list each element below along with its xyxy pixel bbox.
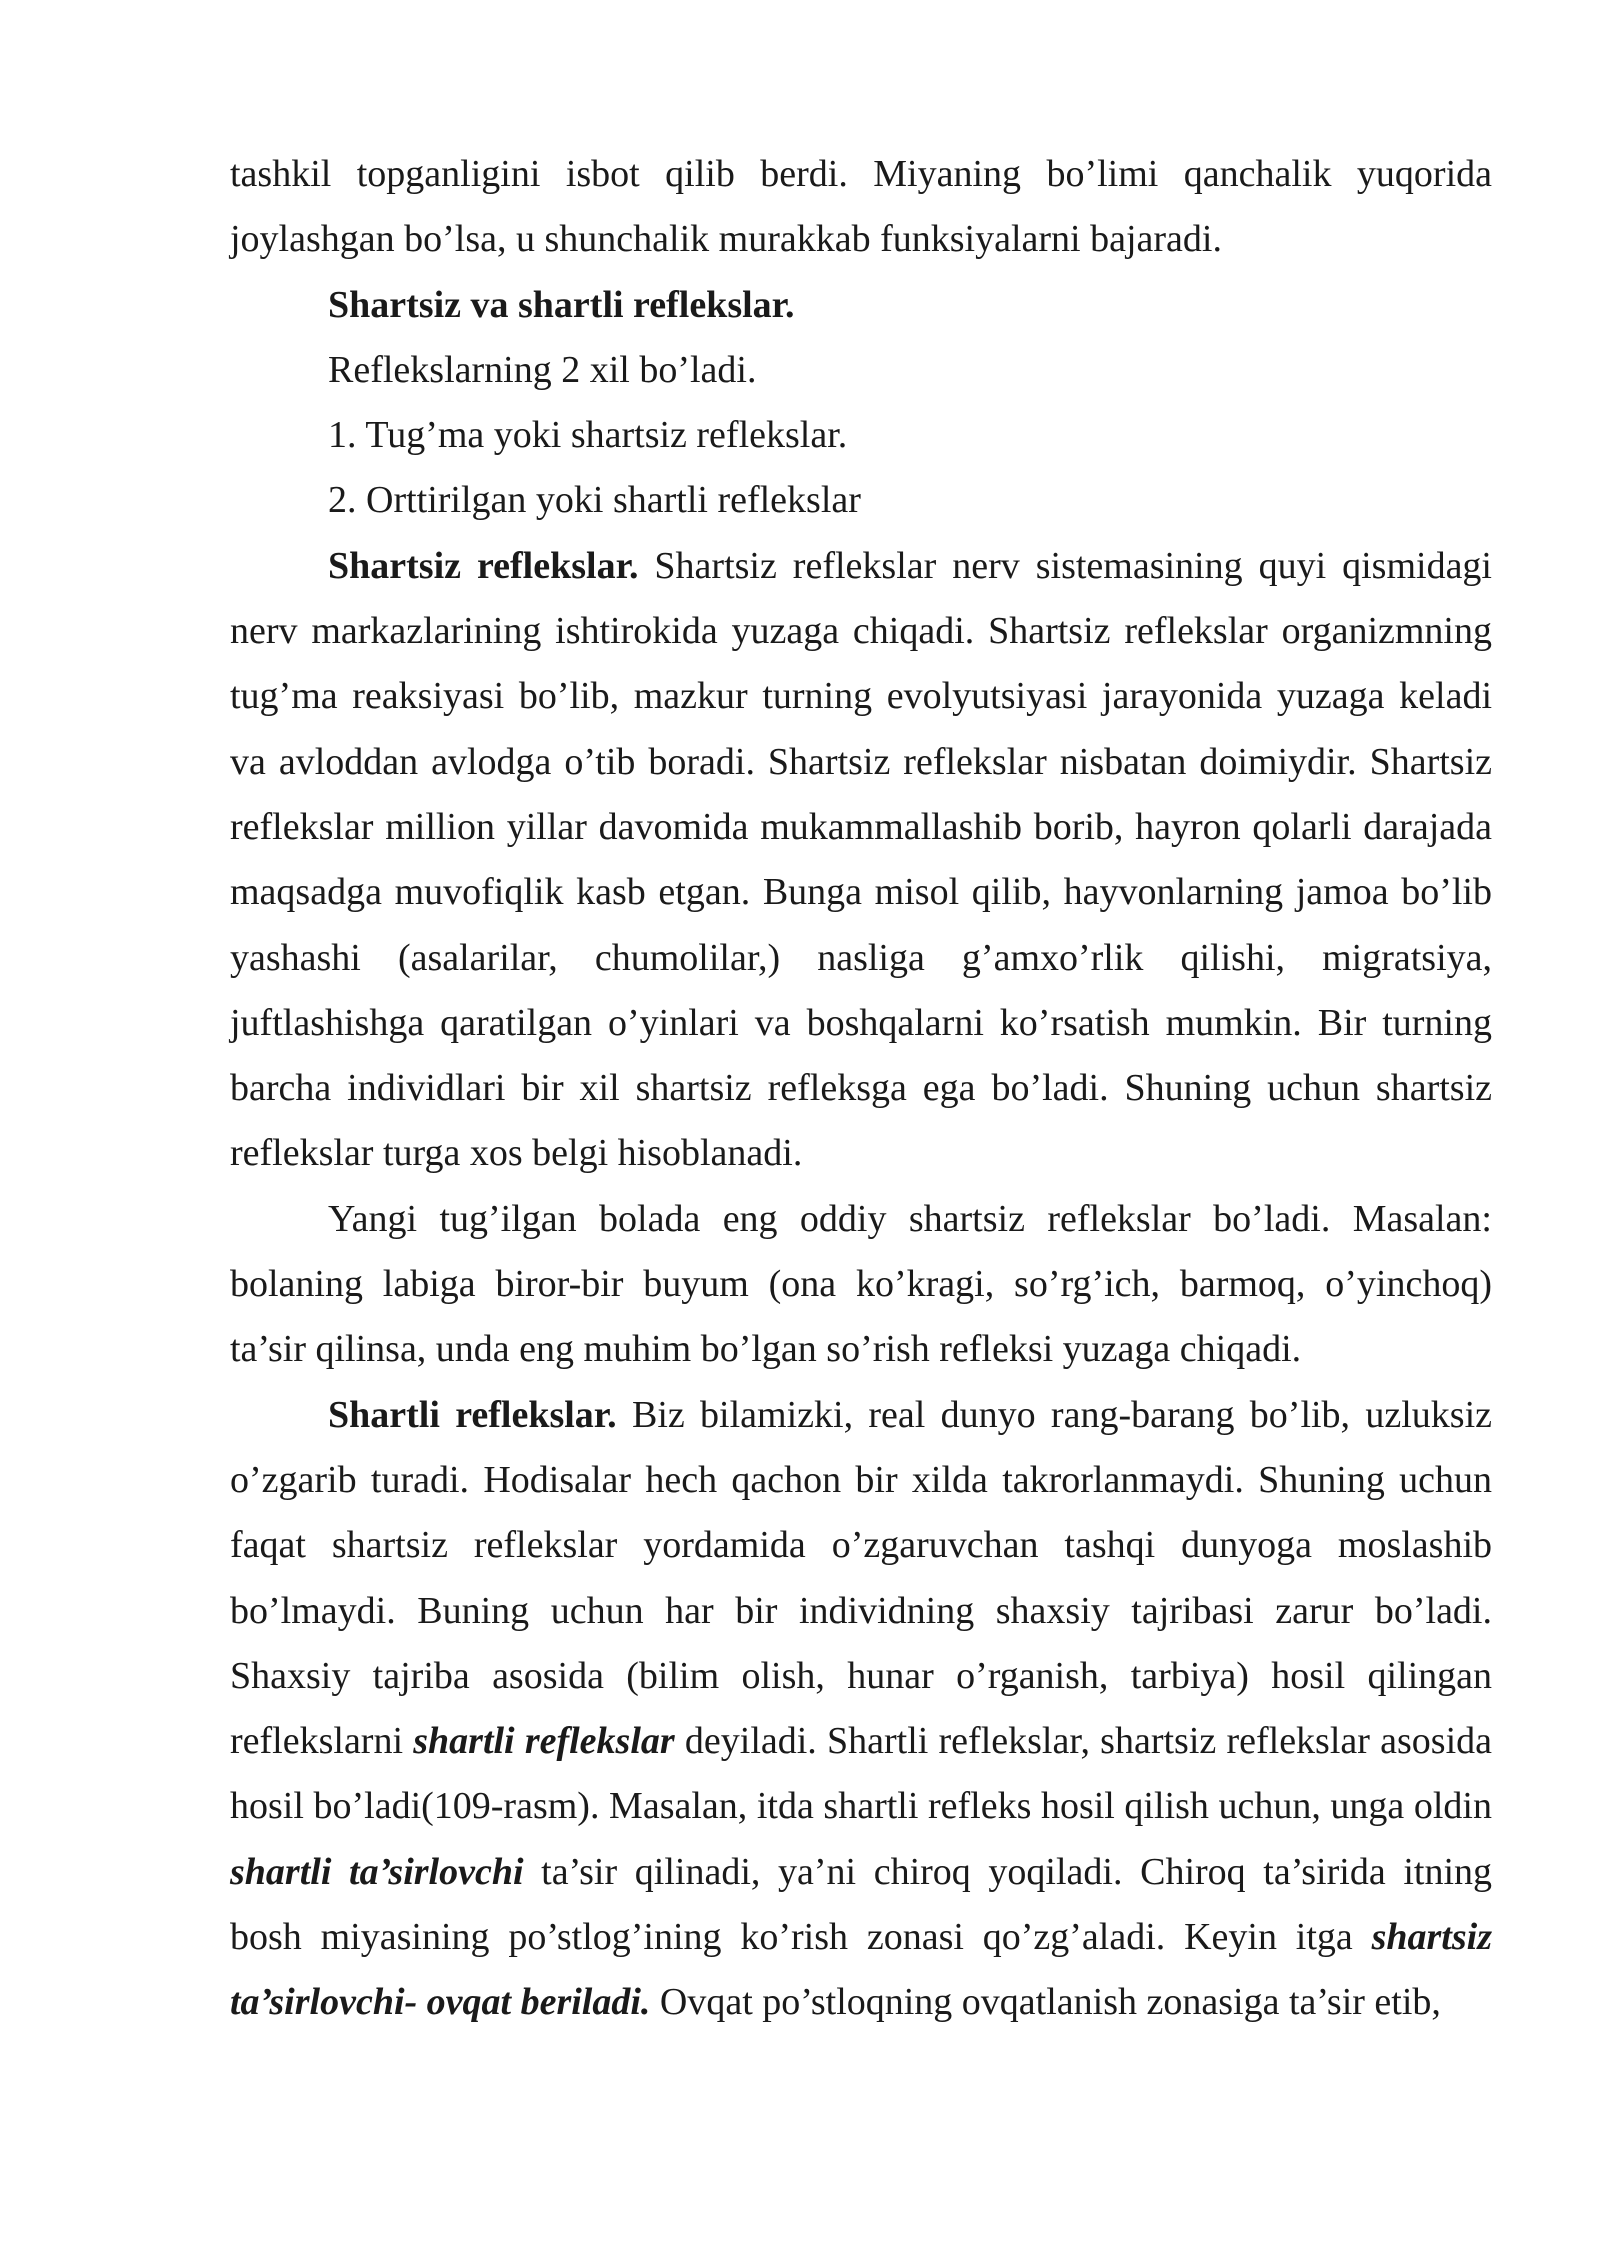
text-run: Yangi tug’ilgan bolada eng oddiy shartsiz reflekslar bo’ladi. Masalan: bolaning labiga biror-bir buyum (ona ko’kragi, so’rg’ich, barmoq, o’yinchoq) ta’sir qilinsa, unda eng muhim bo’lgan so’rish refleksi yuzaga chiqadi. xyxy=(230,1197,1492,1371)
bold-run: Shartsiz va shartli reflekslar. xyxy=(328,283,795,326)
text-run: Biz bilamizki, real dunyo rang-barang bo’lib, uzluksiz o’zgarib turadi. Hodisalar hech qachon bir xilda takrorlanmaydi. Shuning uchun faqat shartsiz reflekslar yordamida o’zgaruvchan tashqi dunyoga moslashib bo’lmaydi. Buning uchun har bir individning shaxsiy tajribasi zarur bo’ladi. Shaxsiy tajriba asosida (bilim olish, hunar o’rganish, tarbiya) hosil qilingan reflekslarni xyxy=(230,1393,1492,1763)
bold-italic-term: shartsiz ta’sirlovchi- ovqat beriladi. xyxy=(230,1916,1492,2024)
paragraph-unconditioned-reflexes xyxy=(230,534,1492,1187)
paragraph-continuation xyxy=(230,142,1492,273)
text-run: 1. Tug’ma yoki shartsiz reflekslar. xyxy=(328,414,848,457)
section-heading xyxy=(230,273,1492,338)
text-run: Reflekslarning 2 xil bo’ladi. xyxy=(328,348,757,391)
text-run: deyiladi. Shartli reflekslar, shartsiz reflekslar asosida hosil bo’ladi(109-rasm). Masalan, itda shartli refleks hosil qilish uchun, unga oldin xyxy=(230,1720,1492,1828)
text-run: tashkil topganligini isbot qilib berdi. Miyaning bo’limi qanchalik yuqorida joylashgan bo’lsa, u shunchalik murakkab funksiyalarni bajaradi. xyxy=(230,153,1492,261)
paragraph-intro xyxy=(230,338,1492,403)
list-item-2 xyxy=(230,468,1492,533)
bold-italic-term: shartli reflekslar xyxy=(413,1720,675,1763)
bold-italic-term: shartli ta’sirlovchi xyxy=(230,1850,524,1893)
paragraph-conditioned-reflexes xyxy=(230,1383,1492,2036)
bold-run: Shartsiz reflekslar. xyxy=(328,544,639,587)
text-run: Shartsiz reflekslar nerv sistemasining quyi qismidagi nerv markazlarining ishtirokida yuzaga chiqadi. Shartsiz reflekslar organizmning tug’ma reaksiyasi bo’lib, mazkur turning evolyutsiyasi jarayonida yuzaga keladi va avloddan avlodga o’tib boradi. Shartsiz reflekslar nisbatan doimiydir. Shartsiz reflekslar million yillar davomida mukammallashib borib, hayron qolarli darajada maqsadga muvofiqlik kasb etgan. Bunga misol qilib, hayvonlarning jamoa bo’lib yashashi (asalarilar, chumolilar,) nasliga g’amxo’rlik qilishi, migratsiya, juftlashishga qaratilgan o’yinlari va boshqalarni ko’rsatish mumkin. Bir turning barcha individlari bir xil shartsiz refleksga ega bo’ladi. Shuning uchun shartsiz reflekslar turga xos belgi hisoblanadi. xyxy=(230,544,1492,1175)
text-run: ta’sir qilinadi, ya’ni chiroq yoqiladi. Chiroq ta’sirida itning bosh miyasining po’stlog’ining ko’rish zonasi qo’zg’aladi. Keyin itga xyxy=(230,1850,1492,1959)
list-item-1 xyxy=(230,403,1492,468)
document-page xyxy=(230,142,1492,2036)
text-run: 2. Orttirilgan yoki shartli reflekslar xyxy=(328,479,861,522)
paragraph-newborn-reflexes xyxy=(230,1187,1492,1383)
text-run: Ovqat po’stloqning ovqatlanish zonasiga ta’sir etib, xyxy=(650,1981,1441,2024)
bold-run: Shartli reflekslar. xyxy=(328,1393,617,1436)
